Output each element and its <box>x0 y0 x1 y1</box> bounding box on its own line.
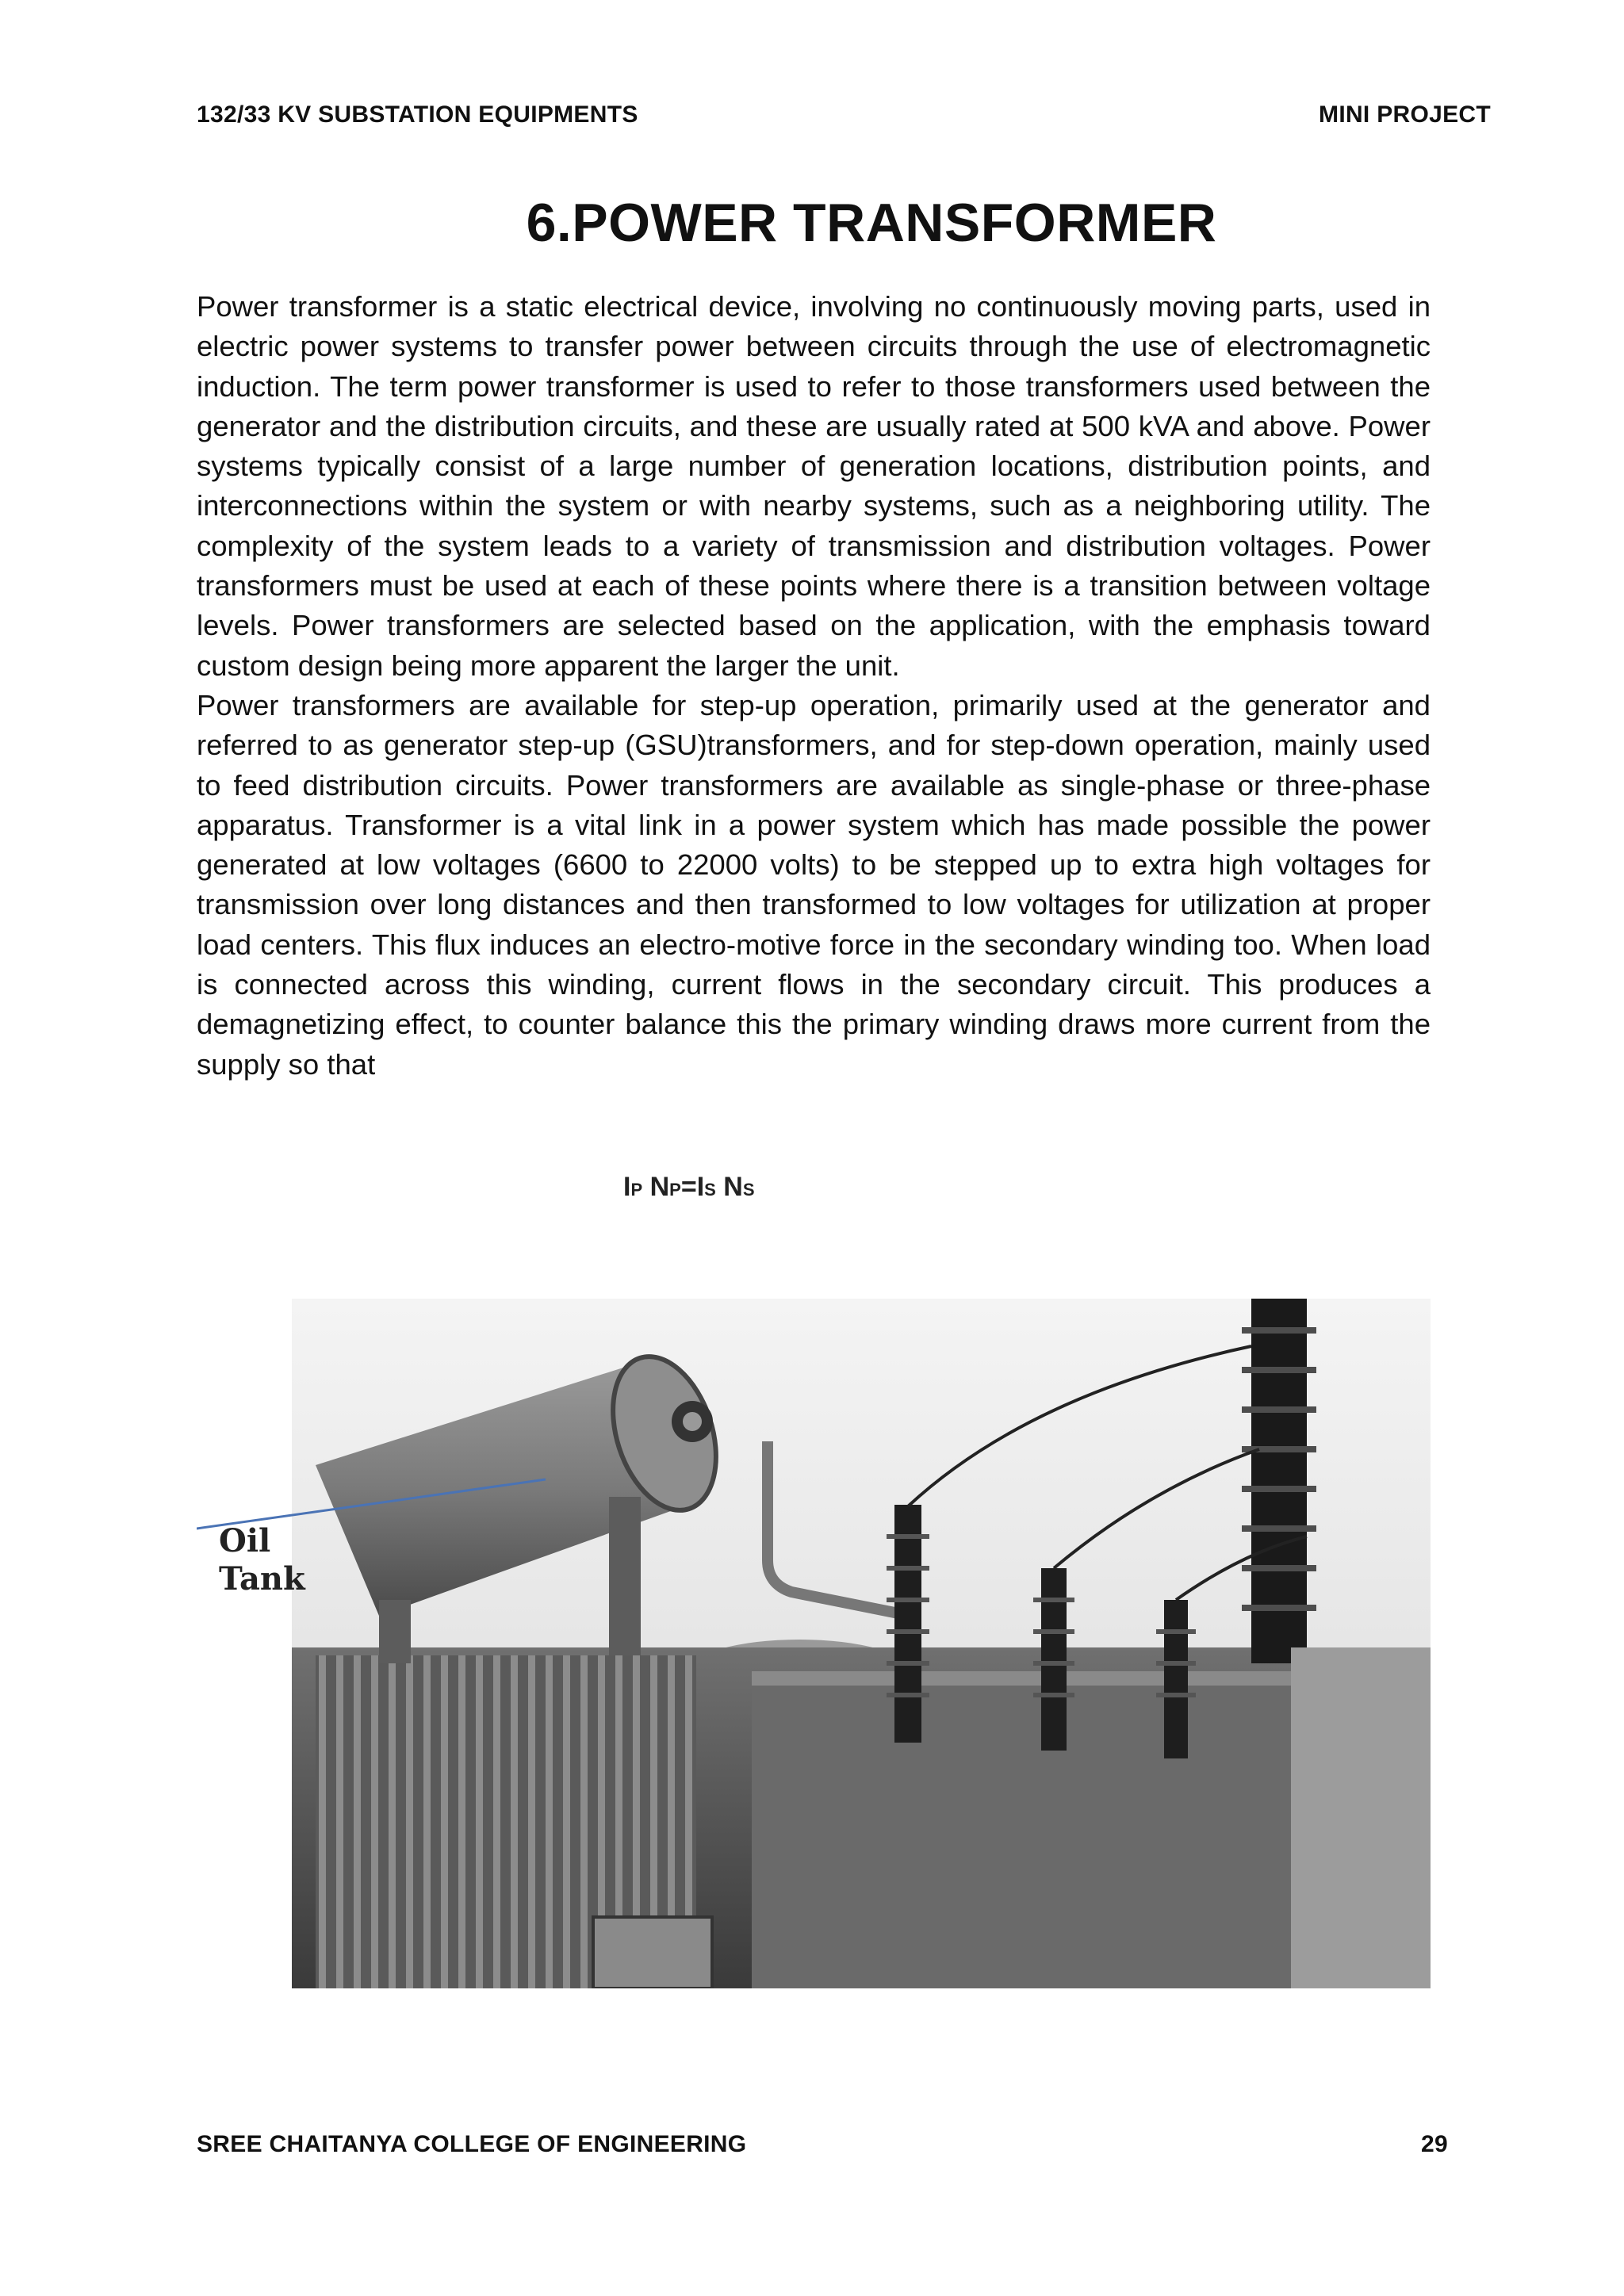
page-number: 29 <box>1421 2131 1448 2157</box>
paragraph: Power transformer is a static electrical device, involving no continuously moving parts, used in electric power systems to transfer power between circuits through the use of electromagnetic induction. The term power transformer is used to refer to those transformers used between the generator and the distribution circuits, and these are usually rated at 500 kVA and above. Power systems typically consist of a large number of generation locations, distribution points, and interconnections within the system or with nearby systems, such as a neighboring utility. The complexity of the system leads to a variety of transmission and distribution voltages. Power transformers must be used at each of these points where there is a transition between voltage levels. Power transformers are selected based on the application, with the emphasis toward custom design being more apparent the larger the unit. <box>197 290 1431 682</box>
oil-tank-label: Oil Tank <box>219 1522 305 1598</box>
footer-left: SREE CHAITANYA COLLEGE OF ENGINEERING <box>197 2131 747 2157</box>
header-right: MINI PROJECT <box>1319 101 1491 128</box>
body-text <box>197 287 1431 1085</box>
page-title: 6.POWER TRANSFORMER <box>526 193 1217 253</box>
formula: IP NP=IS NS <box>623 1172 755 1202</box>
transformer-photo <box>197 1299 1431 1988</box>
transformer-illustration <box>197 1299 1431 1988</box>
header-left: 132/33 KV SUBSTATION EQUIPMENTS <box>197 101 638 128</box>
page-footer <box>197 2131 1448 2158</box>
paragraph: Power transformers are available for step-up operation, primarily used at the generator and referred to as generator step-up (GSU)transformers, and for step-down operation, mainly used to feed distribution circuits. Power transformers are available as single-phase or three-phase apparatus. Transformer is a vital link in a power system which has made possible the power generated at low voltages (6600 to 22000 volts) to be stepped up to extra high voltages for transmission over long distances and then transformed to low voltages for utilization at proper load centers. This flux induces an electro-motive force in the secondary winding too. When load is connected across this winding, current flows in the secondary circuit. This produces a demagnetizing effect, to counter balance this the primary winding draws more current from the supply so that <box>197 688 1431 1081</box>
page-header <box>197 101 1491 128</box>
